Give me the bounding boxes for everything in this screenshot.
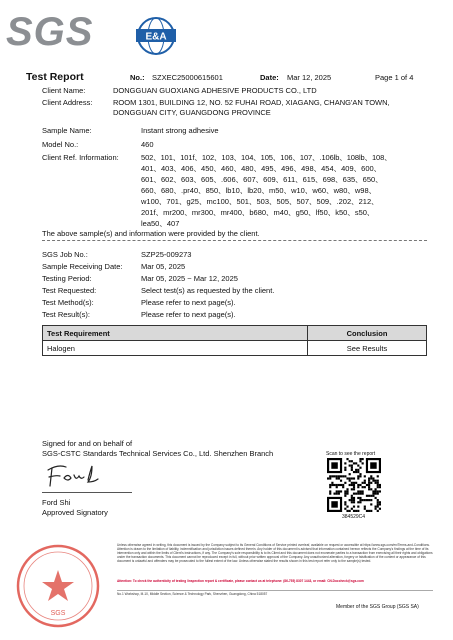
date-label: Date:: [260, 73, 279, 82]
client-ref-line: 601、602、603、605、.606、607、609、611、615、698、635、650、: [141, 175, 383, 184]
dashed-divider: [42, 240, 427, 241]
client-ref-line: 502、101、101f、102、103、104、105、106、107、.106lb、108lb、108、: [141, 153, 392, 162]
report-no-value: SZXEC25000615601: [152, 73, 223, 82]
report-title: Test Report: [26, 71, 84, 83]
model-no-label: Model No.:: [42, 140, 79, 149]
client-ref-line: 401、403、406、450、460、480、495、496、498、454、409、600、: [141, 164, 382, 173]
qr-caption: Scan to see the report: [326, 451, 376, 457]
member-text: Member of the SGS Group (SGS SA): [336, 604, 419, 610]
client-ref-line: 201f、mr200、mr300、mr400、b680、m40、g50、lf50、k50、s50、: [141, 208, 375, 217]
disclaimer-text: Unless otherwise agreed in writing, this document is issued by the Company subject to its General Conditions of Service printed overleaf, available on request or accessible at https://www.sgs.com/en/Terms-and-Conditions. Attention is drawn to the limitation of liability, indemnification and jurisdiction issues defined therein. Any holder of this document is advised that information contained hereon reflects the Company's findings at the time of its intervention only and within the limits of Client's instructions, if any. The Company's sole responsibility is to its Client and this document does not exonerate parties to a transaction from exercising all their rights and obligations under the transaction documents. This document cannot be reproduced except in full, without prior written approval of the Company. Any unauthorized alteration, forgery or falsification of the content or appearance of this document is unlawful and offenders may be prosecuted to the fullest extent of the law. Unless otherwise stated the results shown in this test report refer only to the sample(s) tested.: [117, 543, 433, 563]
test-method-label: Test Method(s):: [42, 298, 94, 307]
signed-line1: Signed for and on behalf of: [42, 439, 133, 448]
receiving-date-label: Sample Receiving Date:: [42, 262, 123, 271]
sgs-logo: SGS: [6, 10, 94, 54]
requirement-column-header: Test Requirement: [43, 326, 308, 341]
model-no-value: 460: [141, 140, 154, 149]
client-ref-line: w100、701、g25、mc100、501、503、505、507、509、.202、212、: [141, 197, 379, 206]
test-result-value: Please refer to next page(s).: [141, 310, 236, 319]
sample-name-label: Sample Name:: [42, 126, 92, 135]
table-row: [43, 341, 427, 356]
conclusion-cell: See Results: [308, 341, 427, 356]
provided-note: The above sample(s) and information were provided by the client.: [42, 229, 260, 238]
test-requested-value: Select test(s) as requested by the client.: [141, 286, 275, 295]
date-value: Mar 12, 2025: [287, 73, 332, 82]
ea-accreditation-badge: [132, 16, 180, 56]
testing-period-value: Mar 05, 2025 ~ Mar 12, 2025: [141, 274, 238, 283]
handwritten-signature: [44, 462, 104, 490]
conclusion-column-header: Conclusion: [308, 326, 427, 341]
table-header-row: [43, 326, 427, 341]
client-ref-line: 660、680、.pr40、850、lb10、lb20、m50、w10、w60、w80、w98、: [141, 186, 377, 195]
footer-divider: [117, 590, 433, 591]
qr-code[interactable]: [327, 458, 381, 512]
test-method-value: Please refer to next page(s).: [141, 298, 236, 307]
client-address-label: Client Address:: [42, 98, 93, 107]
requirement-cell: Halogen: [43, 341, 308, 356]
ea-badge-text: E&A: [145, 31, 167, 43]
receiving-date-value: Mar 05, 2025: [141, 262, 186, 271]
client-ref-label: Client Ref. Information:: [42, 153, 119, 162]
signatory-name: Ford Shi: [42, 498, 71, 507]
svg-text:SGS: SGS: [50, 610, 66, 617]
client-address-line2: DONGGUAN CITY, GUANGDONG PROVINCE: [113, 108, 271, 117]
signatory-role: Approved Signatory: [42, 508, 108, 517]
test-result-label: Test Result(s):: [42, 310, 90, 319]
page-number: Page 1 of 4: [375, 73, 414, 82]
footer-address: No.1 Workshop, M-10, Middle Section, Science & Technology Park, Shenzhen, Guangdong, China 518057: [117, 592, 268, 596]
job-no-value: SZP25-009273: [141, 250, 192, 259]
signature-line: [42, 492, 132, 493]
official-seal-stamp: [12, 540, 104, 632]
client-name-label: Client Name:: [42, 86, 86, 95]
attention-text: Attention: To check the authenticity of testing /inspection report & certificate, please contact us at telephone: (86-755) 8307 1443, or email: CN.Doccheck@sgs.com: [117, 579, 364, 583]
sample-name-value: Instant strong adhesive: [141, 126, 219, 135]
client-address-line1: ROOM 1301, BUILDING 12, NO. 52 FUHAI ROAD, XIAGANG, CHANG'AN TOWN,: [113, 98, 390, 107]
job-no-label: SGS Job No.:: [42, 250, 88, 259]
test-requested-label: Test Requested:: [42, 286, 97, 295]
test-requirement-table: [42, 325, 427, 356]
report-no-label: No.:: [130, 73, 145, 82]
client-name-value: DONGGUAN GUOXIANG ADHESIVE PRODUCTS CO., LTD: [113, 86, 317, 95]
client-ref-line: lea50、407: [141, 219, 180, 228]
testing-period-label: Testing Period:: [42, 274, 92, 283]
signed-line2: SGS-CSTC Standards Technical Services Co., Ltd. Shenzhen Branch: [42, 449, 274, 458]
qr-code-id: 384529C4: [342, 514, 366, 520]
